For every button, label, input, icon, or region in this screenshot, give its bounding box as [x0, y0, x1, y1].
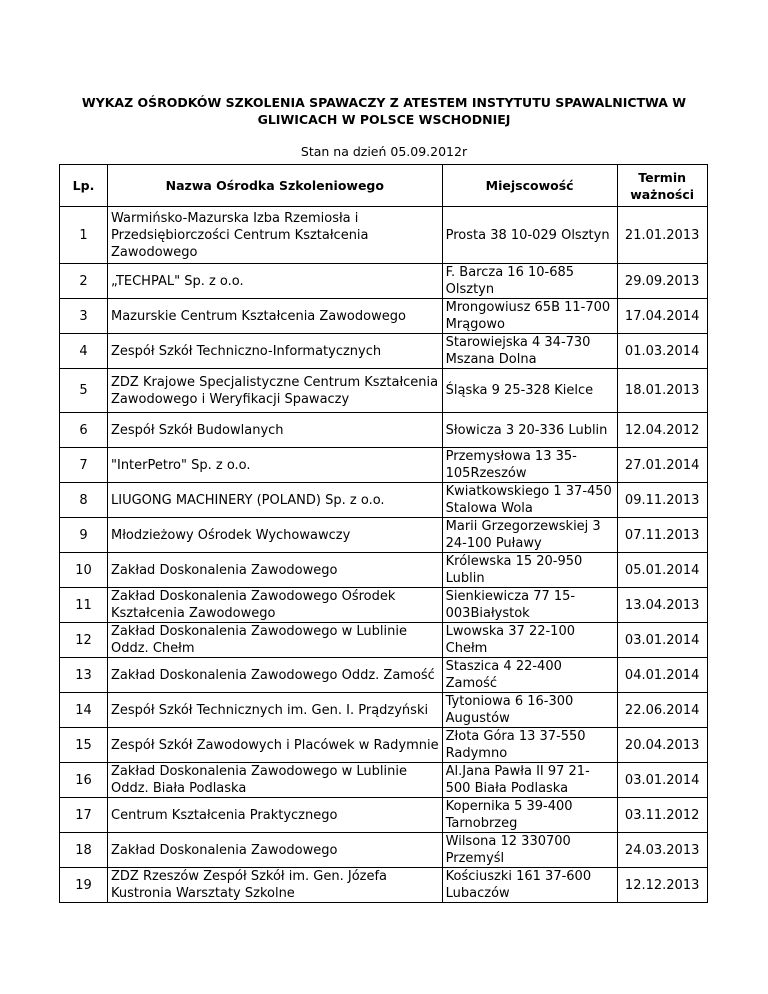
cell-lp: 13 [60, 658, 108, 693]
cell-date: 29.09.2013 [617, 264, 707, 299]
cell-date: 21.01.2013 [617, 207, 707, 264]
cell-place: Sienkiewicza 77 15-003Białystok [442, 588, 617, 623]
cell-place: Kościuszki 161 37-600 Lubaczów [442, 868, 617, 903]
cell-date: 03.01.2014 [617, 623, 707, 658]
cell-date: 03.01.2014 [617, 763, 707, 798]
cell-place: Przemysłowa 13 35-105Rzeszów [442, 448, 617, 483]
cell-date: 17.04.2014 [617, 299, 707, 334]
cell-date: 18.01.2013 [617, 369, 707, 413]
cell-lp: 2 [60, 264, 108, 299]
header-name: Nazwa Ośrodka Szkoleniowego [108, 165, 443, 207]
table-header-row [60, 165, 708, 207]
cell-date: 12.04.2012 [617, 413, 707, 448]
cell-name: Zespół Szkół Technicznych im. Gen. I. Prądzyński [108, 693, 443, 728]
cell-lp: 3 [60, 299, 108, 334]
cell-lp: 5 [60, 369, 108, 413]
cell-place: Kwiatkowskiego 1 37-450 Stalowa Wola [442, 483, 617, 518]
cell-lp: 14 [60, 693, 108, 728]
table-row [60, 483, 708, 518]
table-row [60, 833, 708, 868]
cell-place: Prosta 38 10-029 Olsztyn [442, 207, 617, 264]
table-row [60, 868, 708, 903]
cell-date: 03.11.2012 [617, 798, 707, 833]
cell-date: 01.03.2014 [617, 334, 707, 369]
cell-place: Marii Grzegorzewskiej 3 24-100 Puławy [442, 518, 617, 553]
cell-name: LIUGONG MACHINERY (POLAND) Sp. z o.o. [108, 483, 443, 518]
cell-name: Zakład Doskonalenia Zawodowego Oddz. Zamość [108, 658, 443, 693]
cell-date: 22.06.2014 [617, 693, 707, 728]
document-title: WYKAZ OŚRODKÓW SZKOLENIA SPAWACZY Z ATESTEM INSTYTUTU SPAWALNICTWA W GLIWICACH W POLSCE WSCHODNIEJ [81, 95, 687, 127]
cell-date: 27.01.2014 [617, 448, 707, 483]
cell-lp: 16 [60, 763, 108, 798]
cell-name: Zakład Doskonalenia Zawodowego [108, 553, 443, 588]
table-row [60, 334, 708, 369]
table-row [60, 728, 708, 763]
cell-name: Warmińsko-Mazurska Izba Rzemiosła i Przedsiębiorczości Centrum Kształcenia Zawodowego [108, 207, 443, 264]
cell-place: Kopernika 5 39-400 Tarnobrzeg [442, 798, 617, 833]
table-row [60, 299, 708, 334]
cell-lp: 10 [60, 553, 108, 588]
cell-place: Al.Jana Pawła II 97 21-500 Biała Podlaska [442, 763, 617, 798]
cell-date: 07.11.2013 [617, 518, 707, 553]
header-place: Miejscowość [442, 165, 617, 207]
header-lp: Lp. [60, 165, 108, 207]
table-row [60, 369, 708, 413]
table-row [60, 763, 708, 798]
cell-lp: 15 [60, 728, 108, 763]
cell-place: Lwowska 37 22-100 Chełm [442, 623, 617, 658]
cell-lp: 11 [60, 588, 108, 623]
cell-name: Centrum Kształcenia Praktycznego [108, 798, 443, 833]
cell-name: ZDZ Rzeszów Zespół Szkół im. Gen. Józefa Kustronia Warsztaty Szkolne [108, 868, 443, 903]
header-date: Termin ważności [617, 165, 707, 207]
cell-date: 13.04.2013 [617, 588, 707, 623]
cell-place: Starowiejska 4 34-730 Mszana Dolna [442, 334, 617, 369]
table-row [60, 264, 708, 299]
table-row [60, 448, 708, 483]
table-row [60, 588, 708, 623]
cell-lp: 17 [60, 798, 108, 833]
cell-place: Słowicza 3 20-336 Lublin [442, 413, 617, 448]
cell-place: Wilsona 12 330700 Przemyśl [442, 833, 617, 868]
cell-name: ZDZ Krajowe Specjalistyczne Centrum Kształcenia Zawodowego i Weryfikacji Spawaczy [108, 369, 443, 413]
cell-lp: 4 [60, 334, 108, 369]
cell-place: Tytoniowa 6 16-300 Augustów [442, 693, 617, 728]
cell-name: Mazurskie Centrum Kształcenia Zawodowego [108, 299, 443, 334]
cell-name: Zakład Doskonalenia Zawodowego [108, 833, 443, 868]
schools-table [59, 164, 708, 903]
table-row [60, 623, 708, 658]
table-row [60, 798, 708, 833]
cell-place: Mrongowiusz 65B 11-700 Mrągowo [442, 299, 617, 334]
cell-lp: 8 [60, 483, 108, 518]
table-row [60, 413, 708, 448]
cell-place: Złota Góra 13 37-550 Radymno [442, 728, 617, 763]
cell-lp: 7 [60, 448, 108, 483]
cell-name: Młodzieżowy Ośrodek Wychowawczy [108, 518, 443, 553]
cell-name: Zakład Doskonalenia Zawodowego w Lublinie Oddz. Chełm [108, 623, 443, 658]
cell-date: 04.01.2014 [617, 658, 707, 693]
cell-place: Królewska 15 20-950 Lublin [442, 553, 617, 588]
cell-place: F. Barcza 16 10-685 Olsztyn [442, 264, 617, 299]
cell-lp: 1 [60, 207, 108, 264]
cell-date: 05.01.2014 [617, 553, 707, 588]
cell-date: 24.03.2013 [617, 833, 707, 868]
cell-name: Zakład Doskonalenia Zawodowego Ośrodek Kształcenia Zawodowego [108, 588, 443, 623]
cell-lp: 18 [60, 833, 108, 868]
cell-date: 20.04.2013 [617, 728, 707, 763]
cell-name: Zespół Szkół Budowlanych [108, 413, 443, 448]
cell-lp: 12 [60, 623, 108, 658]
cell-place: Śląska 9 25-328 Kielce [442, 369, 617, 413]
cell-name: Zakład Doskonalenia Zawodowego w Lublinie Oddz. Biała Podlaska [108, 763, 443, 798]
table-row [60, 207, 708, 264]
cell-name: „TECHPAL" Sp. z o.o. [108, 264, 443, 299]
table-row [60, 658, 708, 693]
cell-lp: 19 [60, 868, 108, 903]
cell-lp: 9 [60, 518, 108, 553]
cell-name: Zespół Szkół Zawodowych i Placówek w Radymnie [108, 728, 443, 763]
table-body [60, 207, 708, 903]
cell-date: 12.12.2013 [617, 868, 707, 903]
table-row [60, 553, 708, 588]
document-subtitle: Stan na dzień 05.09.2012r [300, 144, 468, 159]
table-row [60, 693, 708, 728]
cell-name: "InterPetro" Sp. z o.o. [108, 448, 443, 483]
cell-date: 09.11.2013 [617, 483, 707, 518]
cell-lp: 6 [60, 413, 108, 448]
cell-name: Zespół Szkół Techniczno-Informatycznych [108, 334, 443, 369]
table-row [60, 518, 708, 553]
cell-place: Staszica 4 22-400 Zamość [442, 658, 617, 693]
